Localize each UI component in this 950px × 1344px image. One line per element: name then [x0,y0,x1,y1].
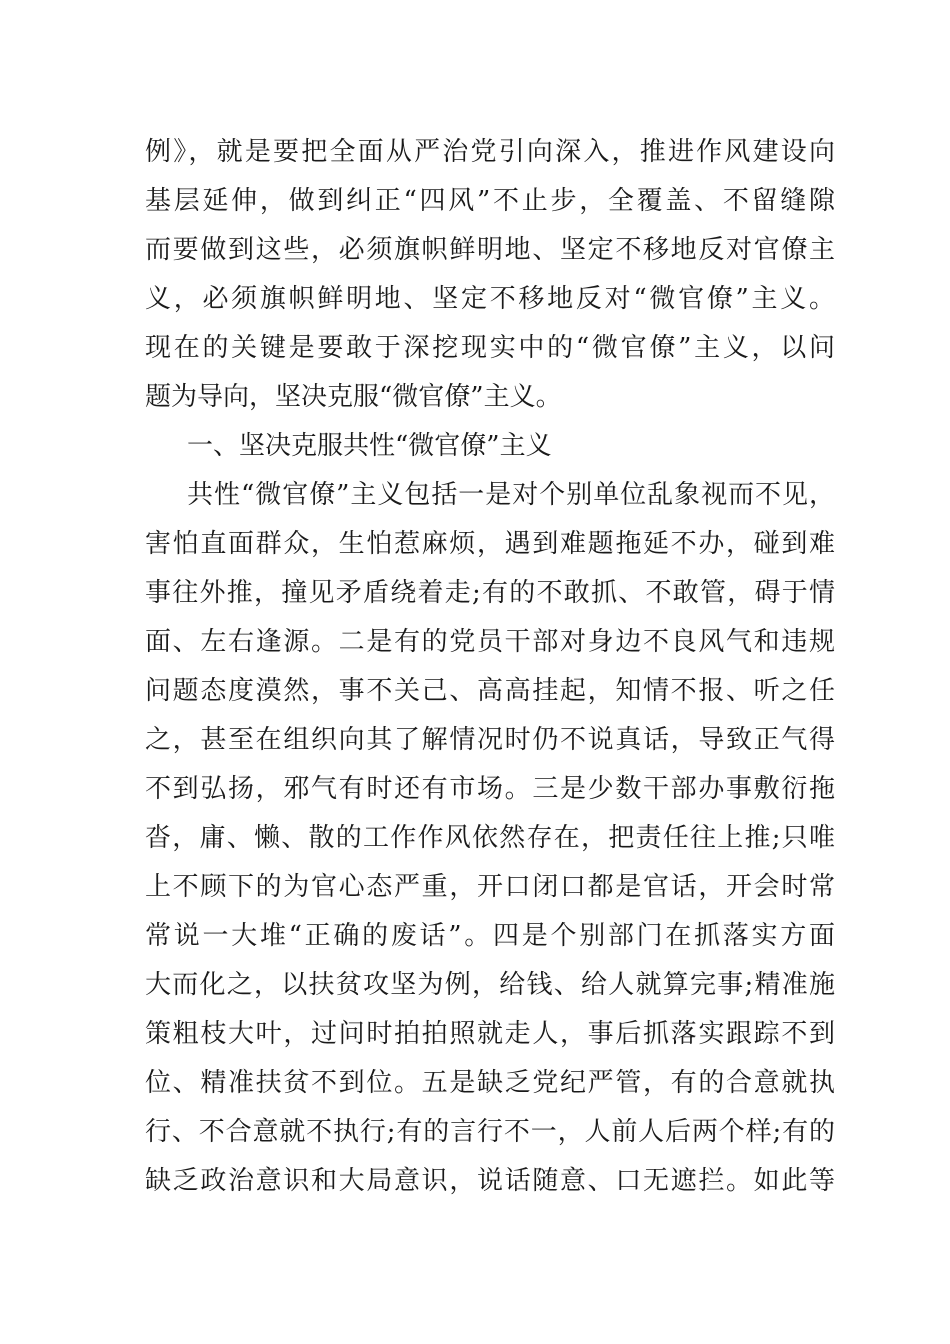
text-line: 共性“微官僚”主义包括一是对个别单位乱象视而不见， [187,480,835,510]
section-heading: 一、坚决克服共性“微官僚”主义 [187,431,552,461]
text-line: 题为导向，坚决克服“微官僚”主义。 [145,382,562,412]
text-line: 例》，就是要把全面从严治党引向深入，推进作风建设向 [145,137,835,167]
text-line: 常说一大堆“正确的废话”。四是个别部门在抓落实方面 [145,921,835,951]
body-text [145,128,835,1206]
text-line: 基层延伸，做到纠正“四风”不止步，全覆盖、不留缝隙 [145,186,835,216]
text-line: 现在的关键是要敢于深挖现实中的“微官僚”主义，以问 [145,333,835,363]
text-line: 上不顾下的为官心态严重，开口闭口都是官话，开会时常 [145,872,835,902]
text-line: 位、精准扶贫不到位。五是缺乏党纪严管，有的合意就执 [145,1068,835,1098]
text-line: 大而化之，以扶贫攻坚为例，给钱、给人就算完事;精准施 [145,970,835,1000]
text-line: 面、左右逢源。二是有的党员干部对身边不良风气和违规 [145,627,835,657]
text-line: 不到弘扬，邪气有时还有市场。三是少数干部办事敷衍拖 [145,774,835,804]
text-line: 缺乏政治意识和大局意识，说话随意、口无遮拦。如此等 [145,1166,835,1196]
text-line: 而要做到这些，必须旗帜鲜明地、坚定不移地反对官僚主 [145,235,835,265]
text-line: 害怕直面群众，生怕惹麻烦，遇到难题拖延不办，碰到难 [145,529,835,559]
text-line: 策粗枝大叶，过问时拍拍照就走人，事后抓落实跟踪不到 [145,1019,835,1049]
text-line: 沓，庸、懒、散的工作作风依然存在，把责任往上推;只唯 [145,823,835,853]
text-line: 之，甚至在组织向其了解情况时仍不说真话，导致正气得 [145,725,835,755]
text-line: 行、不合意就不执行;有的言行不一，人前人后两个样;有的 [145,1117,835,1147]
text-line: 问题态度漠然，事不关己、高高挂起，知情不报、听之任 [145,676,835,706]
text-line: 义，必须旗帜鲜明地、坚定不移地反对“微官僚”主义。 [145,284,835,314]
text-line: 事往外推，撞见矛盾绕着走;有的不敢抓、不敢管，碍于情 [145,578,835,608]
